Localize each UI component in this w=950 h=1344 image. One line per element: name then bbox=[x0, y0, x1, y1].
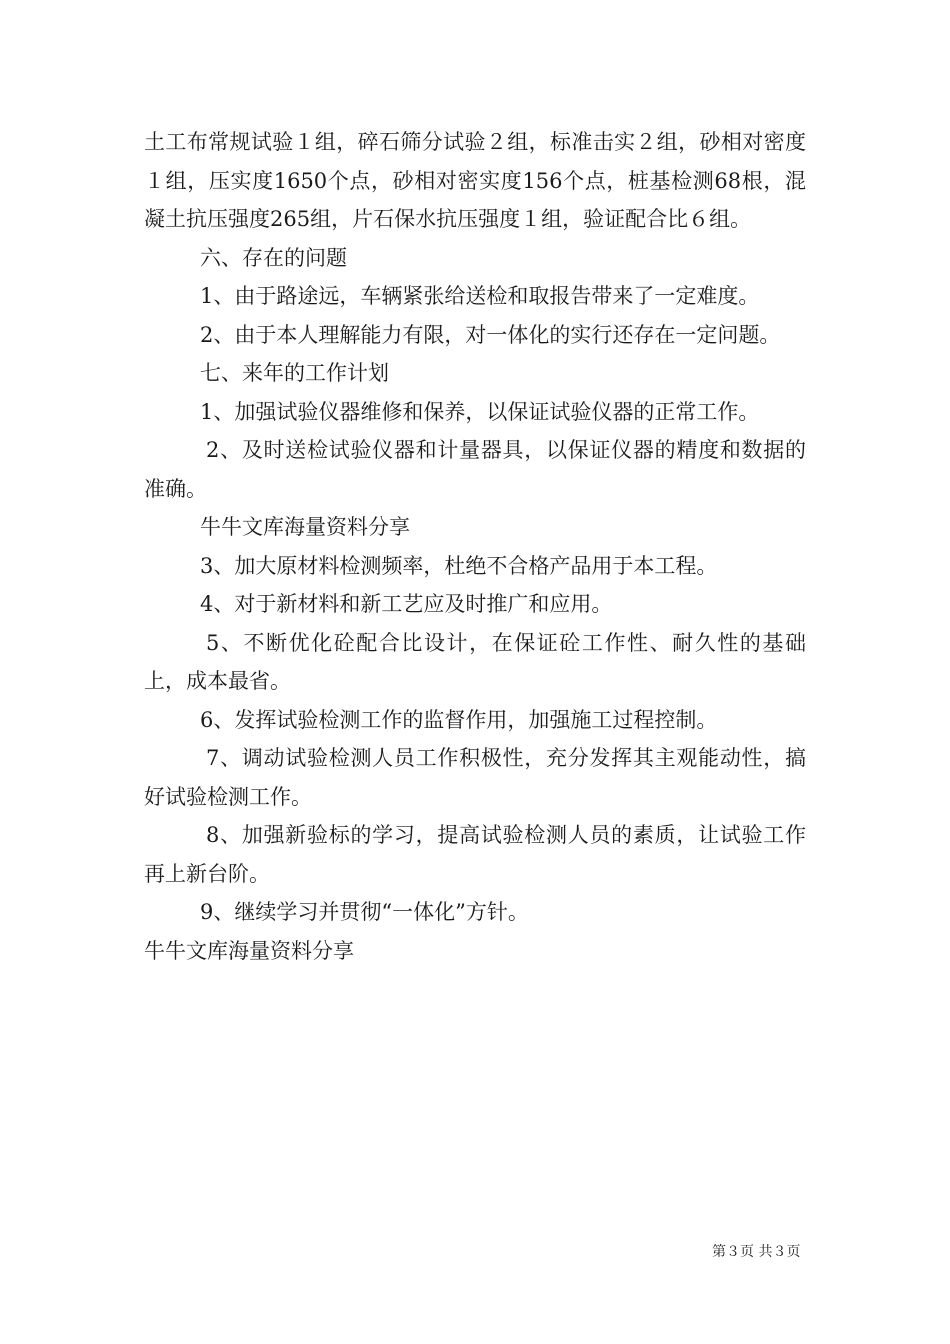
page-number-footer: 第３页 共３页 bbox=[712, 1244, 801, 1260]
plan-item-8: 8、加强新验标的学习，提高试验检测人员的素质，让试验工作再上新台阶。 bbox=[144, 823, 806, 886]
plan-item-2: 2、及时送检试验仪器和计量器具，以保证仪器的精度和数据的准确。 bbox=[144, 438, 806, 501]
document-body bbox=[144, 123, 806, 970]
plan-item-4: 4、对于新材料和新工艺应及时推广和应用。 bbox=[200, 592, 613, 616]
plan-item-3: 3、加大原材料检测频率，杜绝不合格产品用于本工程。 bbox=[200, 553, 718, 578]
plan-item-7: 7、调动试验检测人员工作积极性，充分发挥其主观能动性，搞好试验检测工作。 bbox=[144, 746, 806, 809]
plan-item-9: 9、继续学习并贯彻“一体化”方针。 bbox=[200, 900, 529, 924]
watermark-text-2: 牛牛文库海量资料分享 bbox=[144, 938, 354, 963]
plan-item-6: 6、发挥试验检测工作的监督作用，加强施工过程控制。 bbox=[200, 707, 718, 732]
problem-item-2: 2、由于本人理解能力有限，对一体化的实行还存在一定问题。 bbox=[200, 322, 781, 347]
problem-item-1: 1、由于路途远，车辆紧张给送检和取报告带来了一定难度。 bbox=[200, 284, 760, 308]
section-heading-problems: 六、存在的问题 bbox=[200, 245, 347, 270]
plan-item-1: 1、加强试验仪器维修和保养，以保证试验仪器的正常工作。 bbox=[200, 399, 760, 424]
plan-item-5: 5、不断优化砼配合比设计，在保证砼工作性、耐久性的基础上，成本最省。 bbox=[144, 630, 806, 693]
paragraph-test-summary: 土工布常规试验１组，碎石筛分试验２组，标准击实２组，砂相对密度１组，压实度1650个点，砂相对密实度156个点，桩基检测68根，混凝土抗压强度265组，片石保水抗压强度１组，验证配合比６组。 bbox=[144, 130, 806, 231]
watermark-text-1: 牛牛文库海量资料分享 bbox=[200, 515, 410, 539]
section-heading-next-year-plan: 七、来年的工作计划 bbox=[200, 361, 389, 385]
